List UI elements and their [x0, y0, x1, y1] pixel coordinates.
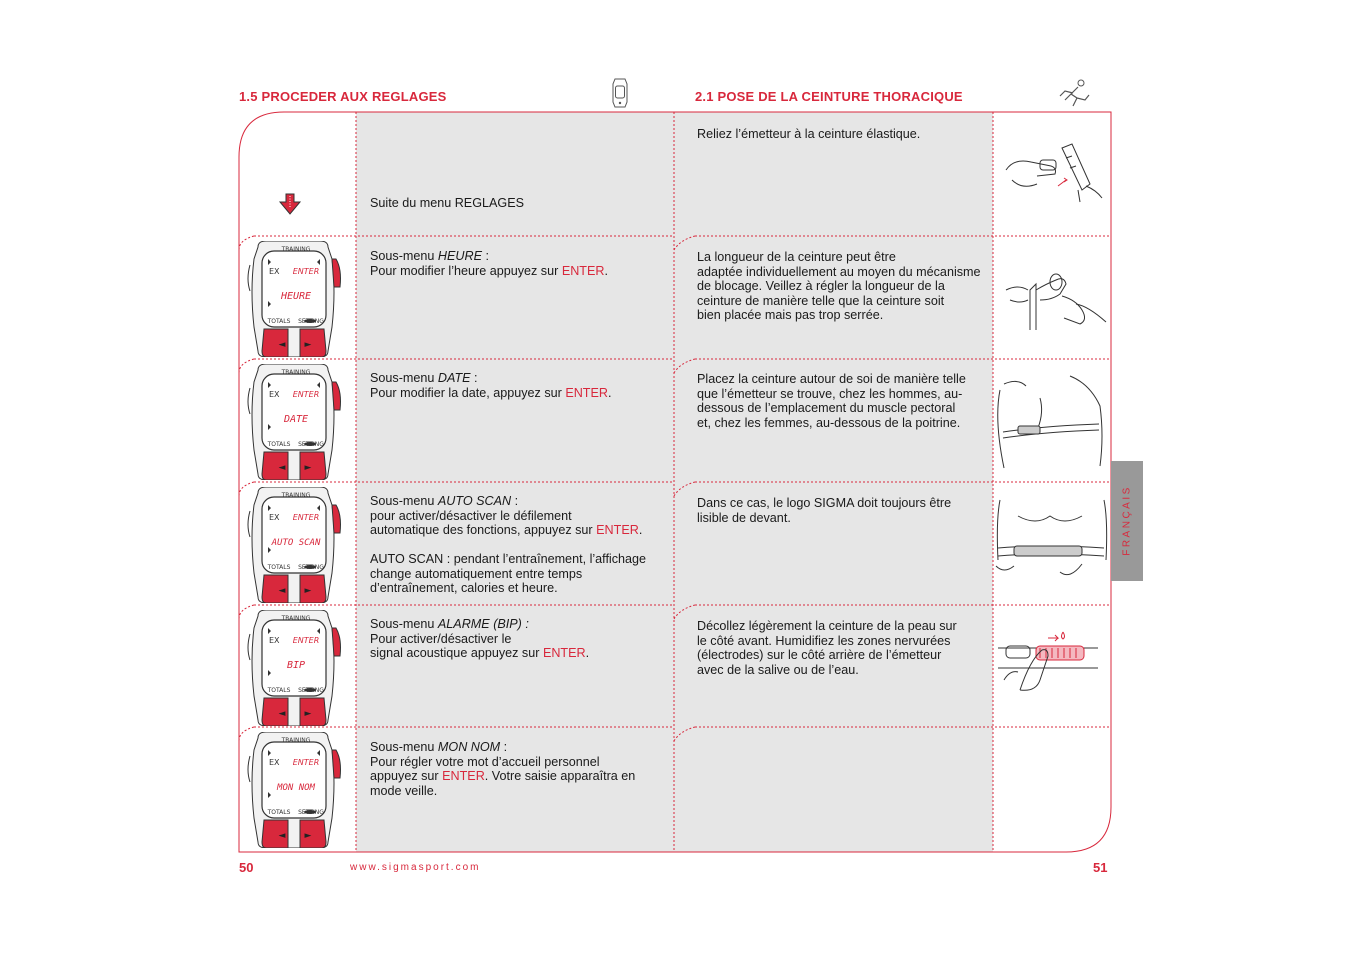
text-run: . [585, 646, 590, 660]
section-title-right: 2.1 POSE DE LA CEINTURE THORACIQUE [695, 89, 963, 104]
enter-keyword: ENTER [542, 646, 586, 660]
text-run: dessous de l’emplacement du muscle pectoral [697, 401, 956, 415]
enter-keyword: ENTER [561, 263, 605, 278]
belt-adjust-illustration [1006, 274, 1106, 330]
text-run: change automatiquement entre temps [370, 566, 583, 581]
watch-label-totals: TOTALS [267, 687, 291, 694]
watch-lcd-text: MON NOM [277, 783, 315, 793]
text-run: de blocage. Veillez à régler la longueur de la [697, 279, 945, 293]
watch-label-training: TRAINING [281, 615, 311, 622]
text-run: : [500, 740, 508, 754]
language-tab[interactable] [1111, 461, 1143, 581]
text-run: ALARME (BIP) : [437, 617, 529, 631]
text-run: que l’émetteur se trouve, chez les hommes, au- [697, 386, 963, 401]
watch-lcd-text: DATE [283, 414, 309, 425]
text-run: : [470, 371, 478, 385]
text-run: Reliez l’émetteur à la ceinture élastique. [697, 127, 921, 141]
right-row-text [697, 496, 987, 525]
text-run: ceinture de manière telle que la ceinture soit [697, 293, 945, 308]
watch-label-training: TRAINING [281, 369, 311, 376]
text-run: Décollez légèrement la ceinture de la peau sur [697, 619, 957, 633]
watch-display-illustration [244, 364, 348, 480]
text-run: AUTO SCAN : pendant l’entraînement, l’affichage [370, 552, 647, 566]
text-run: AUTO SCAN [437, 494, 512, 508]
watch-display-illustration [244, 610, 348, 726]
down-arrow-icon [280, 194, 300, 214]
watch-arrow-right: ► [304, 709, 312, 719]
right-row-text [697, 127, 987, 142]
watch-arrow-left: ◄ [278, 831, 286, 841]
text-run: HEURE [437, 249, 482, 263]
text-run: MON NOM [437, 740, 501, 754]
watch-lcd-text: BIP [286, 660, 306, 671]
text-run: Sous-menu [370, 617, 438, 631]
watch-label-setting: SETTING [298, 564, 324, 571]
left-row-text [370, 249, 665, 278]
text-run: Sous-menu [370, 494, 438, 508]
torso-belt-illustration [998, 376, 1102, 468]
enter-keyword: ENTER [565, 385, 608, 400]
text-run: avec de la salive ou de l’eau. [697, 662, 859, 677]
text-run: Suite du menu REGLAGES [370, 196, 525, 210]
watch-display-illustration [244, 487, 348, 603]
section-title-left: 1.5 PROCEDER AUX REGLAGES [239, 89, 447, 104]
watch-label-setting: SETTING [298, 441, 324, 448]
watch-label-ex: EX [269, 636, 280, 645]
watch-arrow-right: ► [304, 463, 312, 473]
text-run: appuyez sur [370, 769, 443, 783]
text-run: : [482, 249, 489, 263]
watch-arrow-right: ► [304, 340, 312, 350]
watch-label-setting: SETTING [298, 687, 324, 694]
text-run: Sous-menu [370, 249, 438, 263]
text-run: adaptée individuellement au moyen du mécanisme [697, 264, 981, 279]
right-row-text [697, 250, 987, 323]
website-url[interactable]: www.sigmasport.com [350, 862, 481, 873]
watch-label-ex: EX [269, 267, 280, 276]
text-run: et, chez les femmes, au-dessous de la poitrine. [697, 415, 961, 430]
right-row-text [697, 372, 987, 430]
watch-arrow-left: ◄ [278, 709, 286, 719]
watch-arrow-right: ► [304, 831, 312, 841]
watch-label-ex: EX [269, 390, 280, 399]
text-run: Pour régler votre mot d’accueil personnel [370, 754, 600, 769]
watch-label-ex: EX [269, 758, 280, 767]
watch-label-totals: TOTALS [267, 441, 291, 448]
electrode-wet-illustration [998, 632, 1098, 690]
watch-arrow-left: ◄ [278, 586, 286, 596]
watch-label-enter: ENTER [292, 636, 320, 645]
text-run: . [638, 523, 643, 537]
text-run: DATE [437, 371, 471, 385]
text-run: . [608, 385, 612, 400]
enter-keyword: ENTER [442, 769, 485, 783]
watch-label-totals: TOTALS [267, 318, 291, 325]
text-run: lisible de devant. [697, 510, 791, 525]
left-row-text [370, 617, 665, 661]
left-row-text [370, 196, 665, 211]
chest-front-illustration [996, 500, 1107, 575]
text-run: signal acoustique appuyez sur [370, 646, 543, 660]
watch-lcd-text: AUTO SCAN [271, 538, 321, 548]
watch-lcd-text: HEURE [280, 291, 312, 302]
text-run: . Votre saisie apparaîtra en [484, 769, 636, 783]
page-number-left: 50 [239, 860, 254, 875]
text-run: Pour modifier l’heure appuyez sur [370, 263, 562, 278]
right-row-text [697, 619, 987, 677]
watch-label-training: TRAINING [281, 737, 311, 744]
watch-label-ex: EX [269, 513, 280, 522]
text-run: Pour activer/désactiver le [370, 631, 512, 646]
transmitter-attach-illustration [1006, 144, 1102, 202]
text-run: bien placée mais pas trop serrée. [697, 308, 884, 322]
text-run: d’entraînement, calories et heure. [370, 581, 558, 595]
enter-keyword: ENTER [596, 523, 639, 537]
text-run: . [604, 263, 608, 278]
language-tab-label: FRANÇAIS [1121, 485, 1133, 556]
text-run: Placez la ceinture autour de soi de manière telle [697, 372, 966, 386]
watch-label-setting: SETTING [298, 318, 324, 325]
watch-label-enter: ENTER [292, 267, 320, 276]
text-run: La longueur de la ceinture peut être [697, 250, 896, 264]
text-run: Sous-menu [370, 740, 438, 754]
watch-label-totals: TOTALS [267, 809, 291, 816]
watch-arrow-right: ► [304, 586, 312, 596]
text-run: automatique des fonctions, appuyez sur [370, 523, 597, 537]
watch-display-illustration [244, 241, 348, 357]
watch-display-illustration [244, 732, 348, 848]
watch-label-enter: ENTER [292, 390, 320, 399]
watch-arrow-left: ◄ [278, 340, 286, 350]
watch-label-totals: TOTALS [267, 564, 291, 571]
text-run: mode veille. [370, 783, 438, 798]
left-row-text [370, 371, 665, 400]
text-run: le côté avant. Humidifiez les zones nervurées [697, 633, 951, 648]
watch-label-setting: SETTING [298, 809, 324, 816]
watch-arrow-left: ◄ [278, 463, 286, 473]
watch-label-training: TRAINING [281, 492, 311, 499]
left-row-text [370, 740, 665, 798]
watch-label-training: TRAINING [281, 246, 311, 253]
watch-label-enter: ENTER [292, 758, 320, 767]
text-run: : [511, 494, 519, 508]
left-row-text [370, 494, 665, 596]
watch-label-enter: ENTER [292, 513, 320, 522]
text-run: Dans ce cas, le logo SIGMA doit toujours être [697, 496, 952, 510]
page-number-right: 51 [1093, 860, 1108, 875]
text-run: (électrodes) sur le côté arrière de l’émetteur [697, 648, 942, 662]
text-run: pour activer/désactiver le défilement [370, 508, 572, 523]
text-run: Sous-menu [370, 371, 438, 385]
text-run: Pour modifier la date, appuyez sur [370, 385, 566, 400]
